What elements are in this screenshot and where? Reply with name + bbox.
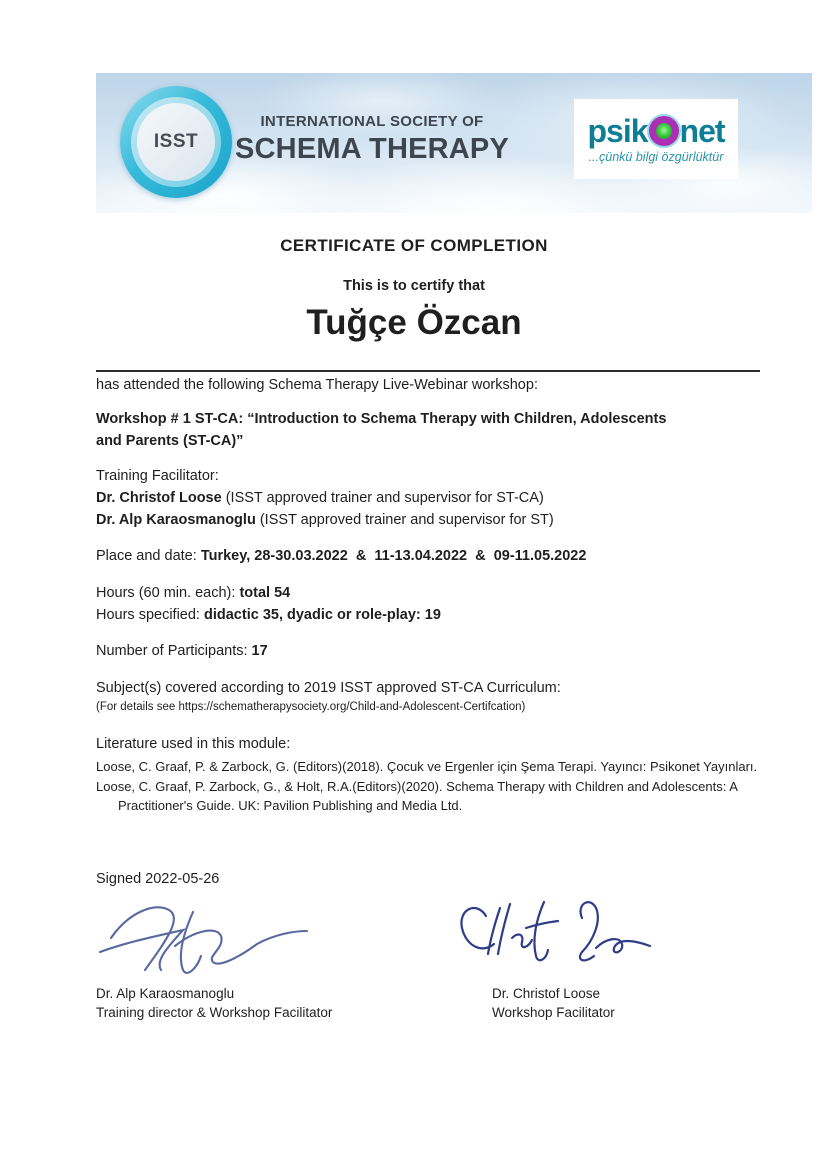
psikonet-word-right: net — [679, 112, 725, 149]
recipient-name: Tuğçe Özcan — [306, 303, 522, 342]
signatory-role: Training director & Workshop Facilitator — [96, 1005, 333, 1020]
isst-logo — [120, 86, 232, 198]
organization-name-line1: INTERNATIONAL SOCIETY OF — [260, 113, 484, 130]
facilitator-entry — [96, 512, 554, 528]
facilitator-desc: (ISST approved trainer and supervisor for ST) — [255, 512, 554, 528]
participants — [96, 643, 268, 659]
hours-value: total 54 — [239, 585, 291, 601]
hours-label: Hours (60 min. each): — [96, 585, 240, 601]
literature-reference: Loose, C. Graaf, P. Zarbock, G., & Holt, R.A.(Editors)(2020). Schema Therapy with Children and Adolescents: A Practitioner's Guide. UK: Pavilion Publishing and Media Ltd. — [96, 778, 738, 813]
signatory-role: Workshop Facilitator — [492, 1005, 615, 1020]
facilitator-desc: (ISST approved trainer and supervisor for ST-CA) — [221, 490, 544, 506]
facilitator-entry — [96, 490, 544, 506]
hours-total — [96, 585, 290, 601]
signature-christof-loose — [452, 890, 656, 975]
hours-specified — [96, 607, 441, 623]
signatory-left — [96, 984, 332, 1022]
literature-references — [96, 757, 764, 816]
header-banner — [96, 73, 812, 213]
participants-value: 17 — [251, 643, 268, 659]
signatory-name: Dr. Alp Karaosmanoglu — [96, 986, 235, 1001]
signatory-name: Dr. Christof Loose — [492, 986, 601, 1001]
psikonet-o-icon — [649, 116, 679, 146]
psikonet-word-left: psik — [587, 112, 648, 149]
certify-subtitle: This is to certify that — [343, 278, 485, 294]
facilitator-label: Training Facilitator: — [96, 468, 219, 484]
horizontal-rule — [96, 370, 760, 372]
place-value: Turkey, 28-30.03.2022 & 11-13.04.2022 & 09-11.05.2022 — [200, 548, 587, 564]
isst-logo-text: ISST — [137, 103, 215, 181]
psikonet-logo — [574, 99, 738, 179]
hours-specified-value: didactic 35, dyadic or role-play: 19 — [204, 607, 441, 623]
organization-name — [222, 113, 522, 166]
subjects-line: Subject(s) covered according to 2019 ISST approved ST-CA Curriculum: — [96, 680, 561, 696]
literature-reference: Loose, C. Graaf, P. & Zarbock, G. (Editors)(2018). Çocuk ve Ergenler için Şema Terapi. Yayıncı: Psikonet Yayınları. — [96, 759, 758, 774]
literature-heading: Literature used in this module: — [96, 736, 291, 752]
signature-alp-karaosmanoglu — [95, 898, 313, 976]
facilitator-name: Dr. Alp Karaosmanoglu — [96, 512, 256, 528]
participants-label: Number of Participants: — [96, 643, 252, 659]
signatory-right — [492, 984, 615, 1022]
place-label: Place and date: — [96, 548, 201, 564]
certificate-title: CERTIFICATE OF COMPLETION — [280, 236, 548, 255]
workshop-title: Workshop # 1 ST-CA: “Introduction to Schema Therapy with Children, Adolescents and Parents (ST-CA)” — [96, 411, 671, 449]
psikonet-wordmark — [587, 112, 725, 149]
place-and-date — [96, 548, 586, 564]
subjects-details-url: (For details see https://schematherapysociety.org/Child-and-Adolescent-Certifcation) — [96, 701, 526, 713]
facilitator-name: Dr. Christof Loose — [96, 490, 222, 506]
psikonet-tagline: ...çünkü bilgi özgürlüktür — [588, 149, 724, 164]
attended-line: has attended the following Schema Therapy Live-Webinar workshop: — [96, 377, 538, 393]
signed-date-line: Signed 2022-05-26 — [96, 871, 220, 887]
hours-specified-label: Hours specified: — [96, 607, 204, 623]
organization-name-line2: SCHEMA THERAPY — [234, 133, 510, 165]
